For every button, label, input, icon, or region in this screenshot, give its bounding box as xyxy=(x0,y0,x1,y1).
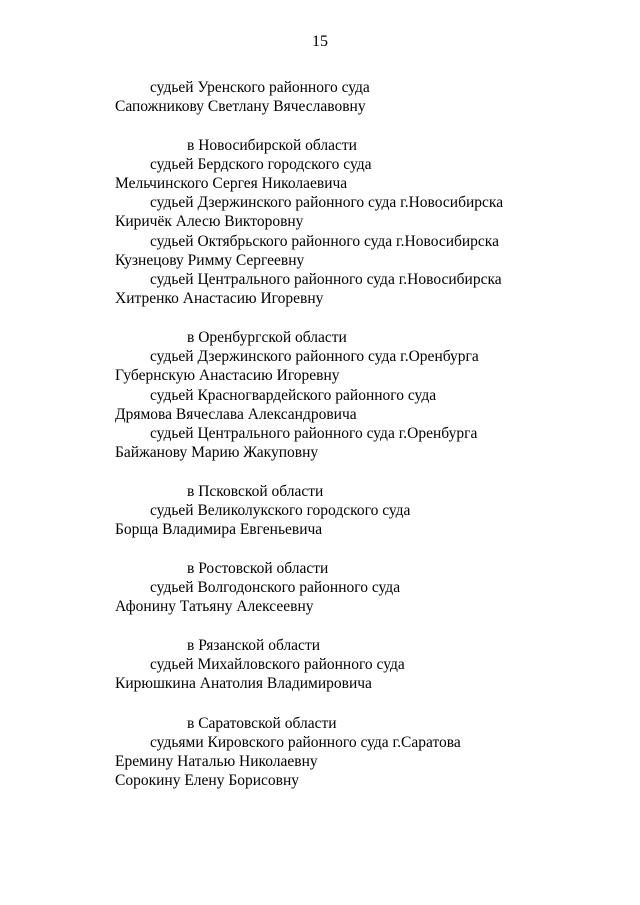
appointee-name: Сорокину Елену Борисовну xyxy=(115,772,300,789)
region-heading: в Саратовской области xyxy=(187,715,337,732)
appointee-name: Еремину Наталью Николаевну xyxy=(115,753,318,770)
appointee-name: Губернскую Анастасию Игоревну xyxy=(115,367,340,384)
court-line: судьей Центрального районного суда г.Оренбурга xyxy=(150,425,478,442)
appointee-name: Хитренко Анастасию Игоревну xyxy=(115,290,324,307)
court-line: судьей Волгодонского районного суда xyxy=(150,579,401,596)
page-number: 15 xyxy=(312,33,328,50)
appointee-name: Афонину Татьяну Алексеевну xyxy=(115,598,314,615)
appointee-name: Кузнецову Римму Сергеевну xyxy=(115,252,305,269)
court-line: судьей Михайловского районного суда xyxy=(150,656,405,673)
appointee-name: Сапожникову Светлану Вячеславовну xyxy=(115,98,366,115)
court-line: судьями Кировского районного суда г.Саратова xyxy=(150,734,461,751)
court-line: судьей Центрального районного суда г.Новосибирска xyxy=(150,271,502,288)
court-line: судьей Уренского районного суда xyxy=(150,79,370,96)
appointee-name: Байжанову Марию Жакуповну xyxy=(115,444,319,461)
appointee-name: Киричёк Алесю Викторовну xyxy=(115,213,304,230)
region-heading: в Оренбургской области xyxy=(187,329,347,346)
region-heading: в Рязанской области xyxy=(187,637,321,654)
region-heading: в Ростовской области xyxy=(187,560,329,577)
court-line: судьей Октябрьского районного суда г.Новосибирска xyxy=(150,233,499,250)
region-heading: в Новосибирской области xyxy=(187,137,357,154)
appointee-name: Дрямова Вячеслава Александровича xyxy=(115,406,357,423)
court-line: судьей Дзержинского районного суда г.Новосибирска xyxy=(150,194,504,211)
appointee-name: Борща Владимира Евгеньевича xyxy=(115,521,323,538)
appointee-name: Кирюшкина Анатолия Владимировича xyxy=(115,675,372,692)
court-line: судьей Бердского городского суда xyxy=(150,156,372,173)
appointee-name: Мельчинского Сергея Николаевича xyxy=(115,175,348,192)
court-line: судьей Великолукского городского суда xyxy=(150,502,411,519)
region-heading: в Псковской области xyxy=(187,483,324,500)
court-line: судьей Красногвардейского районного суда xyxy=(150,387,437,404)
court-line: судьей Дзержинского районного суда г.Оренбурга xyxy=(150,348,479,365)
